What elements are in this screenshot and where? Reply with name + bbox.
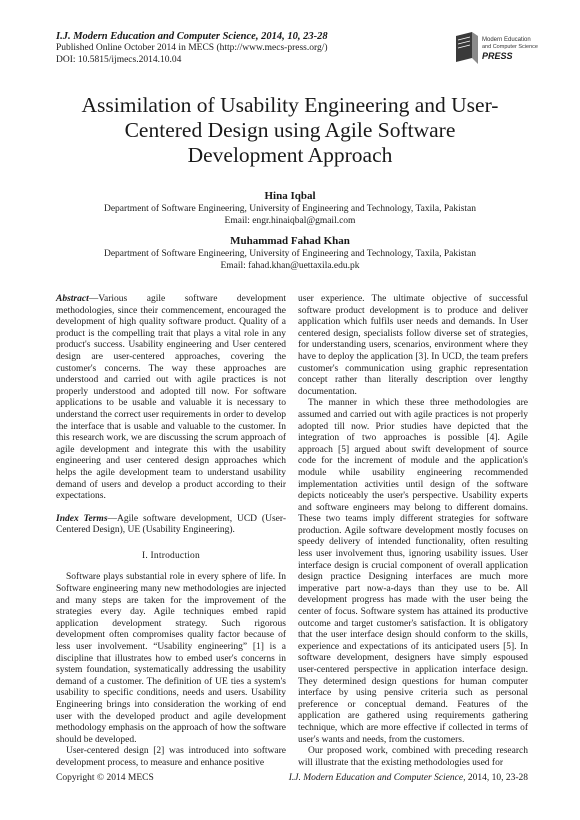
publication-info: Published Online October 2014 in MECS (http://www.mecs-press.org/) [56, 43, 328, 53]
abstract-text: —Various agile software development methodologies, since their commencement, encouraged the development of high quality software product. Quality of a product is the compelling trait that plays a vital role in any product's success. Usability engineering and User centered design are user-centered approaches, covering the customer's concerns. The way these approaches are understood and carried out with agile practices is not properly understood and adopted till now. For software applications to be usable and valuable it is necessary to understand the correct user requirements in order to develop the interface that is usable and valuable to the customer. In this research work, we are discussing the scrum approach of agile development and integrate this with the usability engineering and user centered design approaches which helps the agile development team to understand usability demand of users and develop a product according to their expectations. [56, 294, 286, 502]
logo-line2: and Computer Science [482, 44, 538, 50]
logo-line1: Modern Education [482, 37, 531, 43]
author-affiliation: Department of Software Engineering, University of Engineering and Technology, Taxila, Pakistan [103, 204, 477, 214]
paper-title [40, 93, 540, 168]
index-terms-label: Index Terms [56, 513, 108, 524]
footer-journal [289, 772, 528, 784]
logo-press: PRESS [482, 51, 513, 61]
abstract-label: Abstract [56, 294, 89, 304]
journal-header [56, 30, 416, 66]
author-email: Email: engr.hinaiqbal@gmail.com [224, 216, 356, 226]
title-line: Centered Design using Agile Software [124, 118, 456, 142]
author-email: Email: fahad.khan@uettaxila.edu.pk [220, 261, 360, 271]
abstract [56, 294, 286, 503]
paragraph: Our proposed work, combined with preceding research will illustrate that the existing methodologies used for [298, 746, 528, 768]
footer-journal-issue: , 2014, 10, 23-28 [463, 773, 528, 783]
footer-journal-title: I.J. Modern Education and Computer Science [288, 773, 464, 783]
paragraph: Software plays substantial role in every sphere of life. In Software engineering many new methodologies are injected and many steps are taken for the improvement of the strategies every day. Agile techniques embed rapid application development strategy. Such rigorous development often compromises quality factor because of less user involvement. “Usability engineering” [1] is a discipline that illustrates how to embed user's concerns in system foundation, systematically addressing the usability demand of a customer. The definition of UE ties a system's usability to specific conditions, needs and users. Usability Engineering brings into consideration the working of end user with the developed product and agile development methodology emphasis on the approach of how the software should be developed. [56, 572, 286, 745]
paragraph: User-centered design [2] was introduced into software development process, to measure and enhance positive [56, 746, 286, 768]
paragraph: The manner in which these three methodologies are assumed and carried out with agile practices is not properly adopted till now. Prior studies have depicted that the integration of two approaches is possible [4]. Agile approach [5] argued about swift development of source code for the increment of module and the application's module while usability engineering recommended implementation activities until design of the software depicts noticeably the user's perspective. Usability experts and software engineers may belong to different domains. These two teams imply different strategies for software production. Agile software development mostly focuses on speedy delivery of intended functionality, often resulting less user involvement thus, ignoring usability issues. User interface design is crucial component of overall application design practice Designing interfaces are much more imperative part now-a-days than they use to be. All development progress has made with the user being the center of focus. Software system has attained its productive outcome and target customer's satisfaction. It is obligatory that the user interface design should conform to the skills, experience and expectations of its anticipated users [5]. In software development, designers have simply espoused user-centered perspective in application interface design. They determined design questions for human computer interface by using pensive criteria such as personal preference or conceptual demand. Features of the application are gathered using requirements gathering technique, which are more effective if collected in terms of user's wants and needs, from the customers. [298, 398, 528, 745]
journal-title: I.J. Modern Education and Computer Science [56, 31, 256, 42]
title-line: Assimilation of Usability Engineering and User- [81, 93, 499, 117]
index-terms [56, 514, 286, 537]
section-heading: I. Introduction [142, 550, 200, 561]
doi: DOI: 10.5815/ijmecs.2014.10.04 [56, 54, 182, 65]
footer-copyright: Copyright © 2014 MECS [56, 773, 154, 783]
author-affiliation: Department of Software Engineering, University of Engineering and Technology, Taxila, Pakistan [103, 249, 477, 259]
book-icon [456, 32, 478, 64]
mecs-press-logo [452, 28, 542, 68]
index-terms-text: —Agile software development, UCD (User-Centered Design), UE (Usability Engineering). [56, 513, 286, 536]
journal-title-line [56, 30, 416, 43]
journal-issue: , 2014, 10, 23-28 [255, 31, 328, 42]
title-line: Development Approach [187, 143, 393, 167]
author-block [40, 189, 540, 227]
author-block [40, 234, 540, 272]
right-column [298, 294, 528, 769]
paragraph: user experience. The ultimate objective of successful software product development is to produce and deliver application which fulfils user needs and demands. In User centered design, specialists follow diverse set of strategies, for understanding users, scenarios, environment where they have to deploy the application [3]. In UCD, the team prefers customer's communication using graphic representation concept rather than literally description over lengthy documentation. [298, 294, 528, 397]
author-name: Muhammad Fahad Khan [230, 235, 350, 247]
left-column [56, 294, 286, 770]
author-name: Hina Iqbal [264, 190, 316, 202]
